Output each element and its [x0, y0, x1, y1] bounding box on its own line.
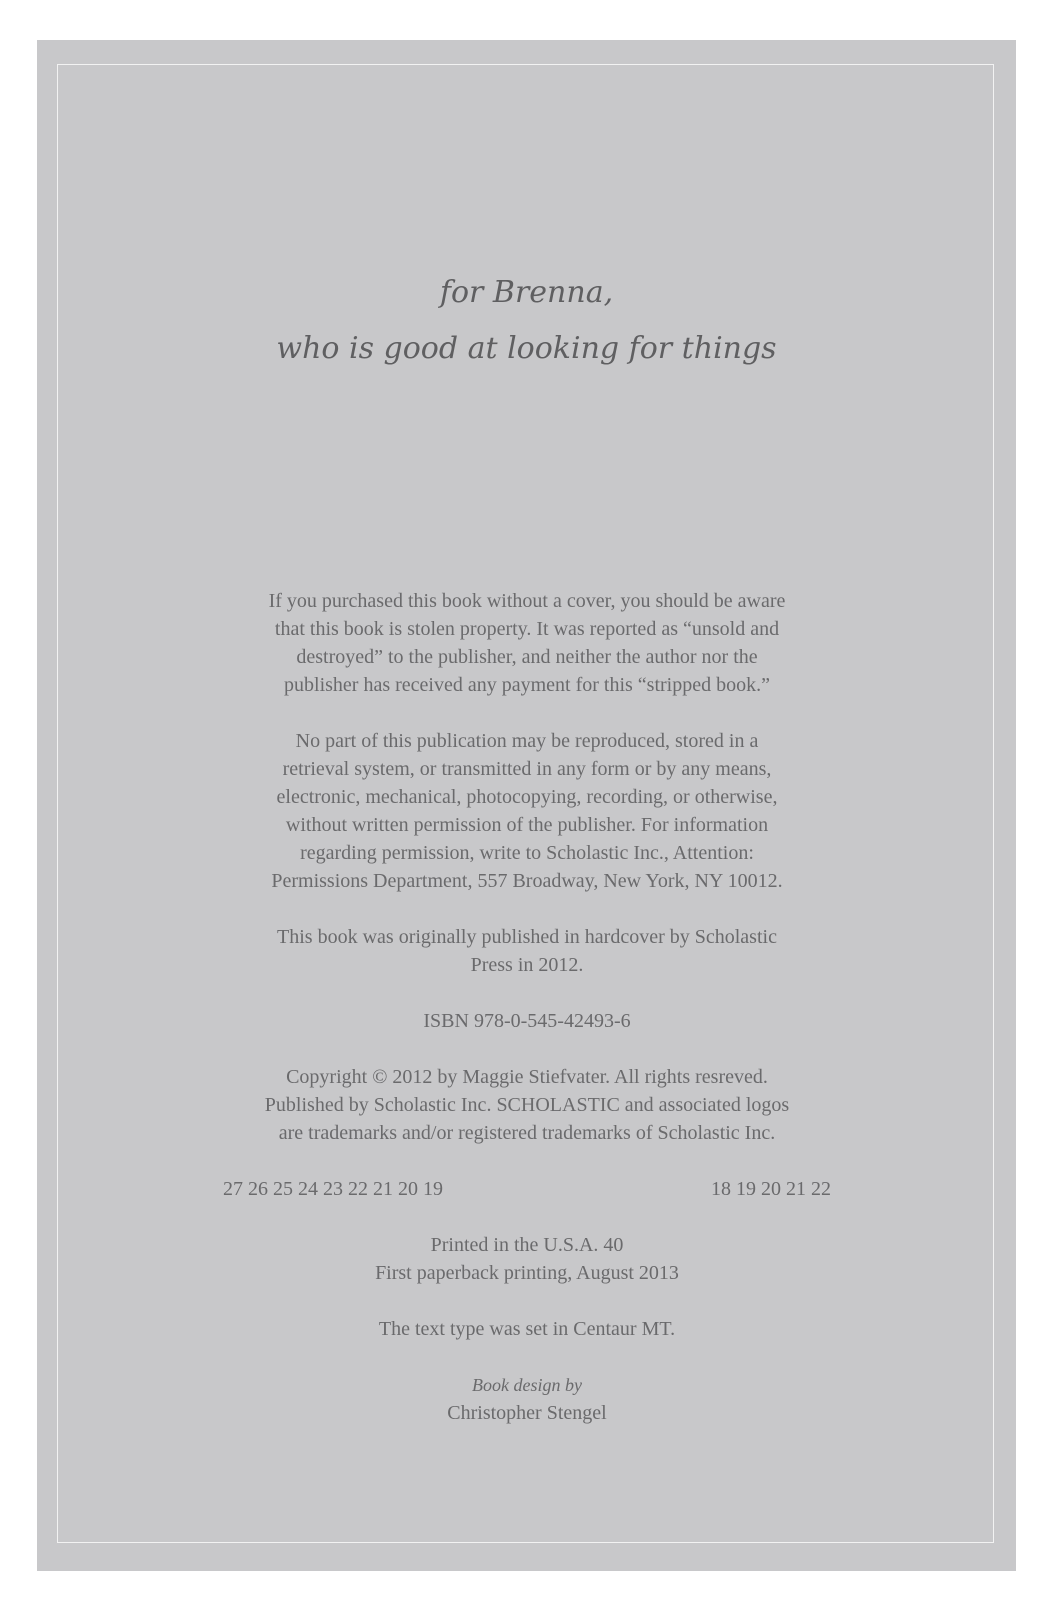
permissions-notice: [227, 727, 827, 895]
publication-line: This book was originally published in hardcover by Scholastic: [277, 926, 777, 948]
dedication-line-2: who is good at looking for things: [276, 331, 777, 366]
notice-line: that this book is stolen property. It was reported as “unsold and: [274, 618, 780, 640]
printed-in-line: Printed in the U.S.A. 40: [430, 1234, 624, 1256]
first-printing-line: First paperback printing, August 2013: [375, 1262, 679, 1284]
notice-line: destroyed” to the publisher, and neither the author nor the: [296, 646, 758, 668]
permissions-line: regarding permission, write to Scholastic Inc., Attention:: [300, 842, 754, 864]
permissions-line: electronic, mechanical, photocopying, recording, or otherwise,: [276, 786, 778, 808]
printing-info: [227, 1231, 827, 1287]
copyright-notice: [227, 1063, 827, 1147]
copyright-line: Published by Scholastic Inc. SCHOLASTIC and associated logos: [264, 1094, 790, 1116]
permissions-line: Permissions Department, 557 Broadway, New York, NY 10012.: [271, 870, 783, 892]
permissions-line: No part of this publication may be reproduced, stored in a: [295, 730, 759, 752]
book-design-credit: [227, 1371, 827, 1427]
printing-number-line: [223, 1175, 831, 1203]
permissions-line: without written permission of the publisher. For information: [285, 814, 769, 836]
original-publication-note: [227, 923, 827, 979]
publication-line: Press in 2012.: [470, 954, 584, 976]
stripped-book-notice: [227, 587, 827, 699]
copyright-text: [223, 587, 831, 1455]
dedication-line-1: for Brenna,: [439, 275, 614, 310]
isbn: ISBN 978-0-545-42493-6: [423, 1010, 631, 1032]
dedication: [37, 265, 1016, 377]
printing-numbers-right: 18 19 20 21 22: [711, 1178, 831, 1200]
copyright-line: Copyright © 2012 by Maggie Stiefvater. All rights resreved.: [286, 1066, 768, 1088]
notice-line: publisher has received any payment for this “stripped book.”: [284, 674, 770, 696]
design-label: Book design by: [472, 1375, 582, 1395]
copyright-page: [37, 40, 1016, 1571]
printing-numbers-left: 27 26 25 24 23 22 21 20 19: [223, 1178, 443, 1200]
notice-line: If you purchased this book without a cover, you should be aware: [268, 590, 786, 612]
typeface-note: The text type was set in Centaur MT.: [378, 1318, 676, 1340]
copyright-line: are trademarks and/or registered trademarks of Scholastic Inc.: [278, 1122, 776, 1144]
designer-name: Christopher Stengel: [447, 1402, 607, 1424]
permissions-line: retrieval system, or transmitted in any form or by any means,: [282, 758, 772, 780]
